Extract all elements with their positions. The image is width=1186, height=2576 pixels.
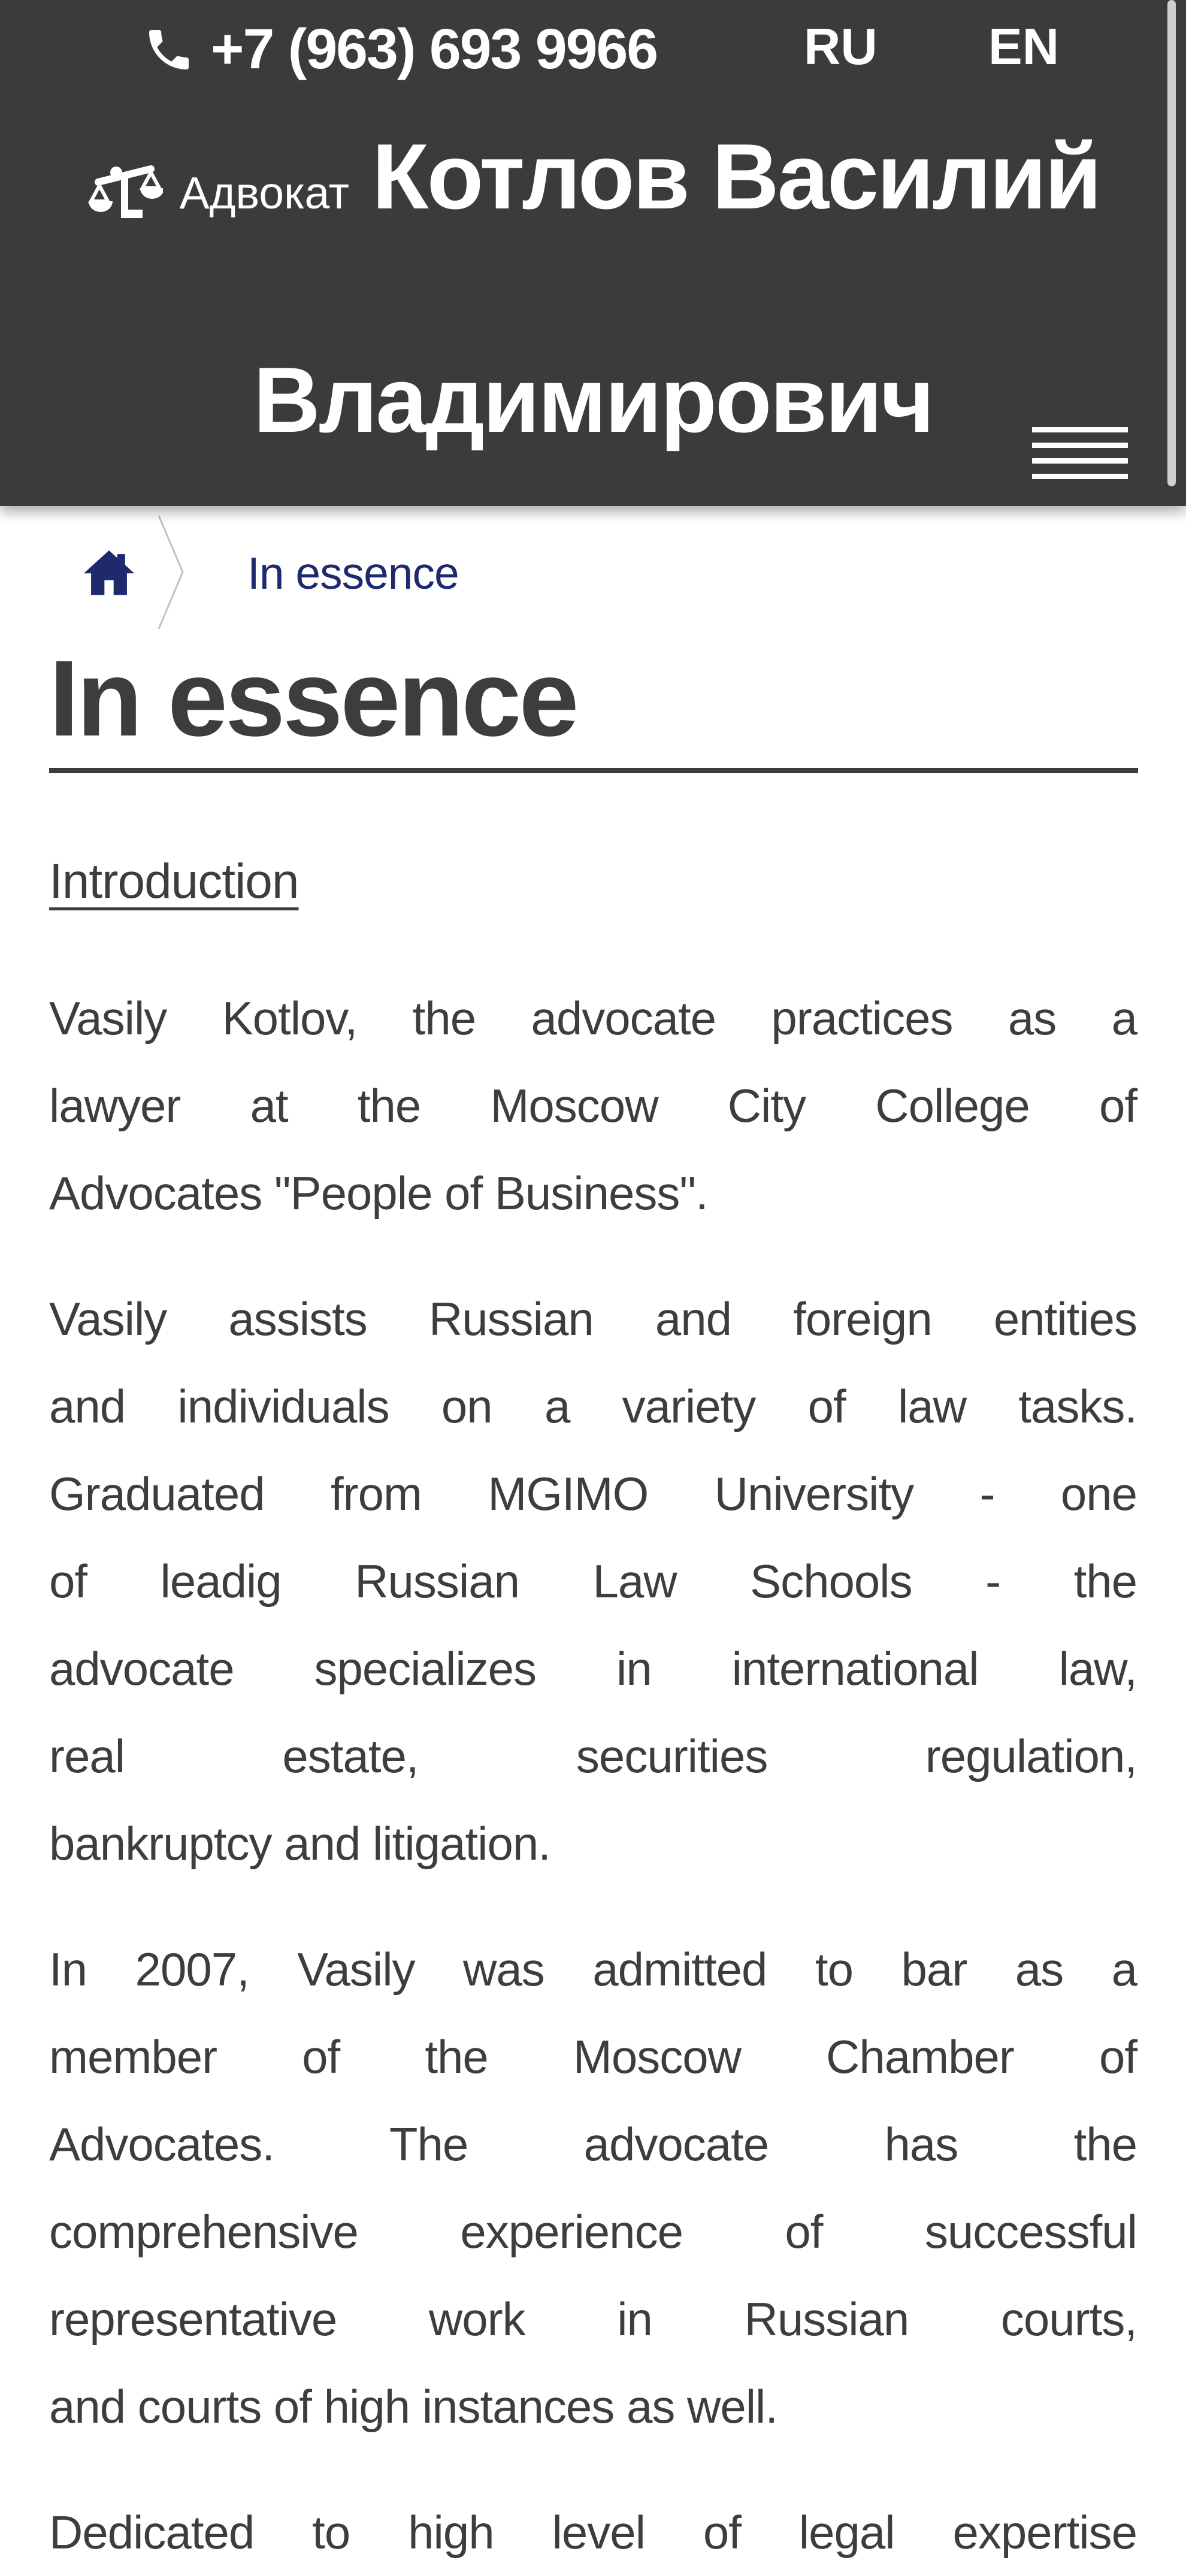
phone-icon	[143, 23, 195, 76]
paragraph-line: real estate, securities regulation,	[49, 1730, 1137, 1782]
brand-logo[interactable]	[0, 90, 1186, 516]
paragraph-line: Vasily Kotlov, the advocate practices as a	[49, 992, 1137, 1045]
paragraph-line: Advocates. The advocate has the	[49, 2118, 1137, 2171]
hamburger-bar	[1032, 443, 1128, 448]
paragraph-line: Advocates "People of Business".	[49, 1167, 708, 1219]
paragraph-line: Vasily assists Russian and foreign entities	[49, 1292, 1137, 1345]
hamburger-menu-button[interactable]	[1032, 427, 1128, 479]
site-header	[0, 0, 1186, 506]
breadcrumb	[49, 515, 1137, 632]
lang-switch-ru[interactable]: RU	[804, 19, 878, 75]
paragraph-line: and courts of high instances as well.	[49, 2380, 778, 2433]
paragraph	[49, 974, 1137, 1237]
paragraph-line: In 2007, Vasily was admitted to bar as a	[49, 1943, 1137, 1996]
page-title: In essence	[49, 638, 577, 759]
paragraph-line: advocate specializes in international law,	[49, 1642, 1137, 1695]
paragraph-line: Graduated from MGIMO University - one	[49, 1467, 1137, 1520]
paragraph-line: comprehensive experience of successful	[49, 2205, 1137, 2258]
main-content	[0, 515, 1186, 2576]
paragraph	[49, 2489, 1137, 2576]
paragraph-line: and individuals on a variety of law tasks.	[49, 1380, 1137, 1433]
brand-name: Котлов Василий Владимирович	[253, 125, 1100, 452]
phone-number: +7 (963) 693 9966	[211, 17, 658, 81]
paragraph-line: bankruptcy and litigation.	[49, 1817, 550, 1870]
home-icon[interactable]	[81, 546, 137, 601]
paragraph-line: representative work in Russian courts,	[49, 2293, 1137, 2345]
paragraph	[49, 1926, 1137, 2450]
title-rule	[49, 768, 1138, 773]
paragraph	[49, 1275, 1137, 1887]
chevron-right-icon	[157, 514, 184, 634]
lang-switch-en[interactable]: EN	[988, 19, 1060, 75]
brand-prefix: Адвокат	[179, 168, 349, 218]
paragraph-line: of leadig Russian Law Schools - the	[49, 1555, 1137, 1608]
article-body	[49, 974, 1137, 2576]
scrollbar-thumb[interactable]	[1167, 0, 1176, 486]
phone-link[interactable]	[143, 17, 657, 82]
introduction-link[interactable]: Introduction	[49, 854, 299, 909]
paragraph-line: lawyer at the Moscow City College of	[49, 1079, 1137, 1132]
hamburger-bar	[1032, 427, 1128, 432]
hamburger-bar	[1032, 474, 1128, 479]
hamburger-bar	[1032, 458, 1128, 464]
paragraph-line: member of the Moscow Chamber of	[49, 2030, 1137, 2083]
breadcrumb-current: In essence	[247, 548, 459, 598]
scales-icon	[86, 140, 163, 313]
paragraph-line: Dedicated to high level of legal expertise	[49, 2506, 1137, 2559]
